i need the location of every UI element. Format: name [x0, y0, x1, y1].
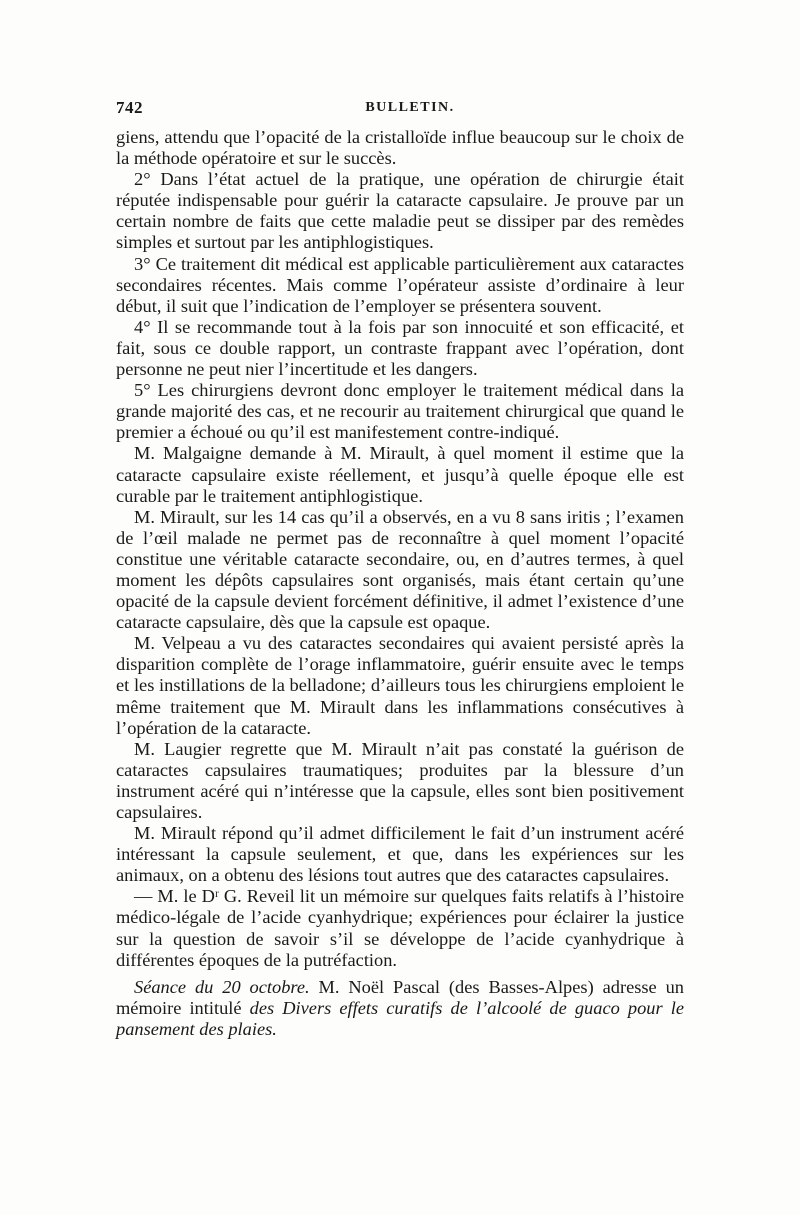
paragraph-point-4: 4° Il se recommande tout à la fois par son innocuité et son efficacité, et fait, sous ce double rapport, un contraste frappant avec l’opération, dont personne ne peut nier l’incertitude et les dangers.: [116, 316, 684, 380]
page-number: 742: [116, 98, 143, 117]
page-body: [116, 127, 684, 1040]
paragraph-laugier: M. Laugier regrette que M. Mirault n’ait pas constaté la guérison de cataractes capsulaires traumatiques; produites par la blessure d’un instrument acéré qui n’intéresse que la capsule, elles sont bien positivement capsulaires.: [116, 738, 684, 822]
running-head: BULLETIN.: [365, 100, 455, 115]
seance-date: Séance du 20 octobre.: [134, 976, 310, 997]
paragraph-mirault-response: M. Mirault répond qu’il admet difficilement le fait d’un instrument acéré intéressant la capsule seulement, et que, dans les expériences sur les animaux, on a obtenu des lésions tout autres que des cataractes capsulaires.: [116, 823, 684, 886]
page-header: [116, 98, 684, 122]
paragraph-malgaigne: M. Malgaigne demande à M. Mirault, à quel moment il estime que la cataracte capsulaire existe réellement, et jusqu’à quelle époque elle est curable par le traitement antiphlogistique.: [116, 443, 684, 506]
paragraph-reveil: — M. le Dʳ G. Reveil lit un mémoire sur quelques faits relatifs à l’histoire médico-légale de l’acide cyanhydrique; expériences pour éclairer la justice sur la question de savoir s’il se développe de l’acide cyanhydrique à différentes époques de la putréfaction.: [116, 886, 684, 970]
paragraph-point-5: 5° Les chirurgiens devront donc employer le traitement médical dans la grande majorité des cas, et ne recourir au traitement chirurgical que quand le premier a échoué ou qu’il est manifestement contre-indiqué.: [116, 380, 684, 443]
seance-text: M. Noël Pascal (des Basses-Alpes) adresse un mémoire intitulé: [116, 976, 684, 1018]
paragraph-continuation: giens, attendu que l’opacité de la cristalloïde influe beaucoup sur le choix de la méthode opératoire et sur le succès.: [116, 127, 684, 169]
paragraph-velpeau: M. Velpeau a vu des cataractes secondaires qui avaient persisté après la disparition complète de l’orage inflammatoire, guérir ensuite avec le temps et les instillations de la belladone; d’ailleurs tous les chirurgiens emploient le même traitement que M. Mirault dans les inflammations consécutives à l’opération de la cataracte.: [116, 633, 684, 738]
paragraph-mirault-reply: M. Mirault, sur les 14 cas qu’il a observés, en a vu 8 sans iritis ; l’examen de l’œil malade ne permet pas de reconnaître à quel moment l’opacité constitue une véritable cataracte secondaire, ou, en d’autres termes, à quel moment les dépôts capsulaires sont organisés, mais étant certain qu’une opacité de la capsule devient forcément définitive, il admet l’existence d’une cataracte capsulaire, dès que la capsule est opaque.: [116, 506, 684, 633]
paragraph-point-3: 3° Ce traitement dit médical est applicable particulièrement aux cataractes secondaires récentes. Mais comme l’opérateur assiste d’ordinaire à leur début, il suit que l’indication de l’employer se présentera souvent.: [116, 253, 684, 316]
seance-memoir-title: des Divers effets curatifs de l’alcoolé de guaco pour le pansement des plaies.: [116, 997, 684, 1039]
paragraph-seance: [116, 977, 684, 1040]
paragraph-point-2: 2° Dans l’état actuel de la pratique, une opération de chirurgie était réputée indispensable pour guérir la cataracte capsulaire. Je prouve par un certain nombre de faits que cette maladie peut se dissiper par des remèdes simples et surtout par les antiphlogistiques.: [116, 169, 684, 253]
